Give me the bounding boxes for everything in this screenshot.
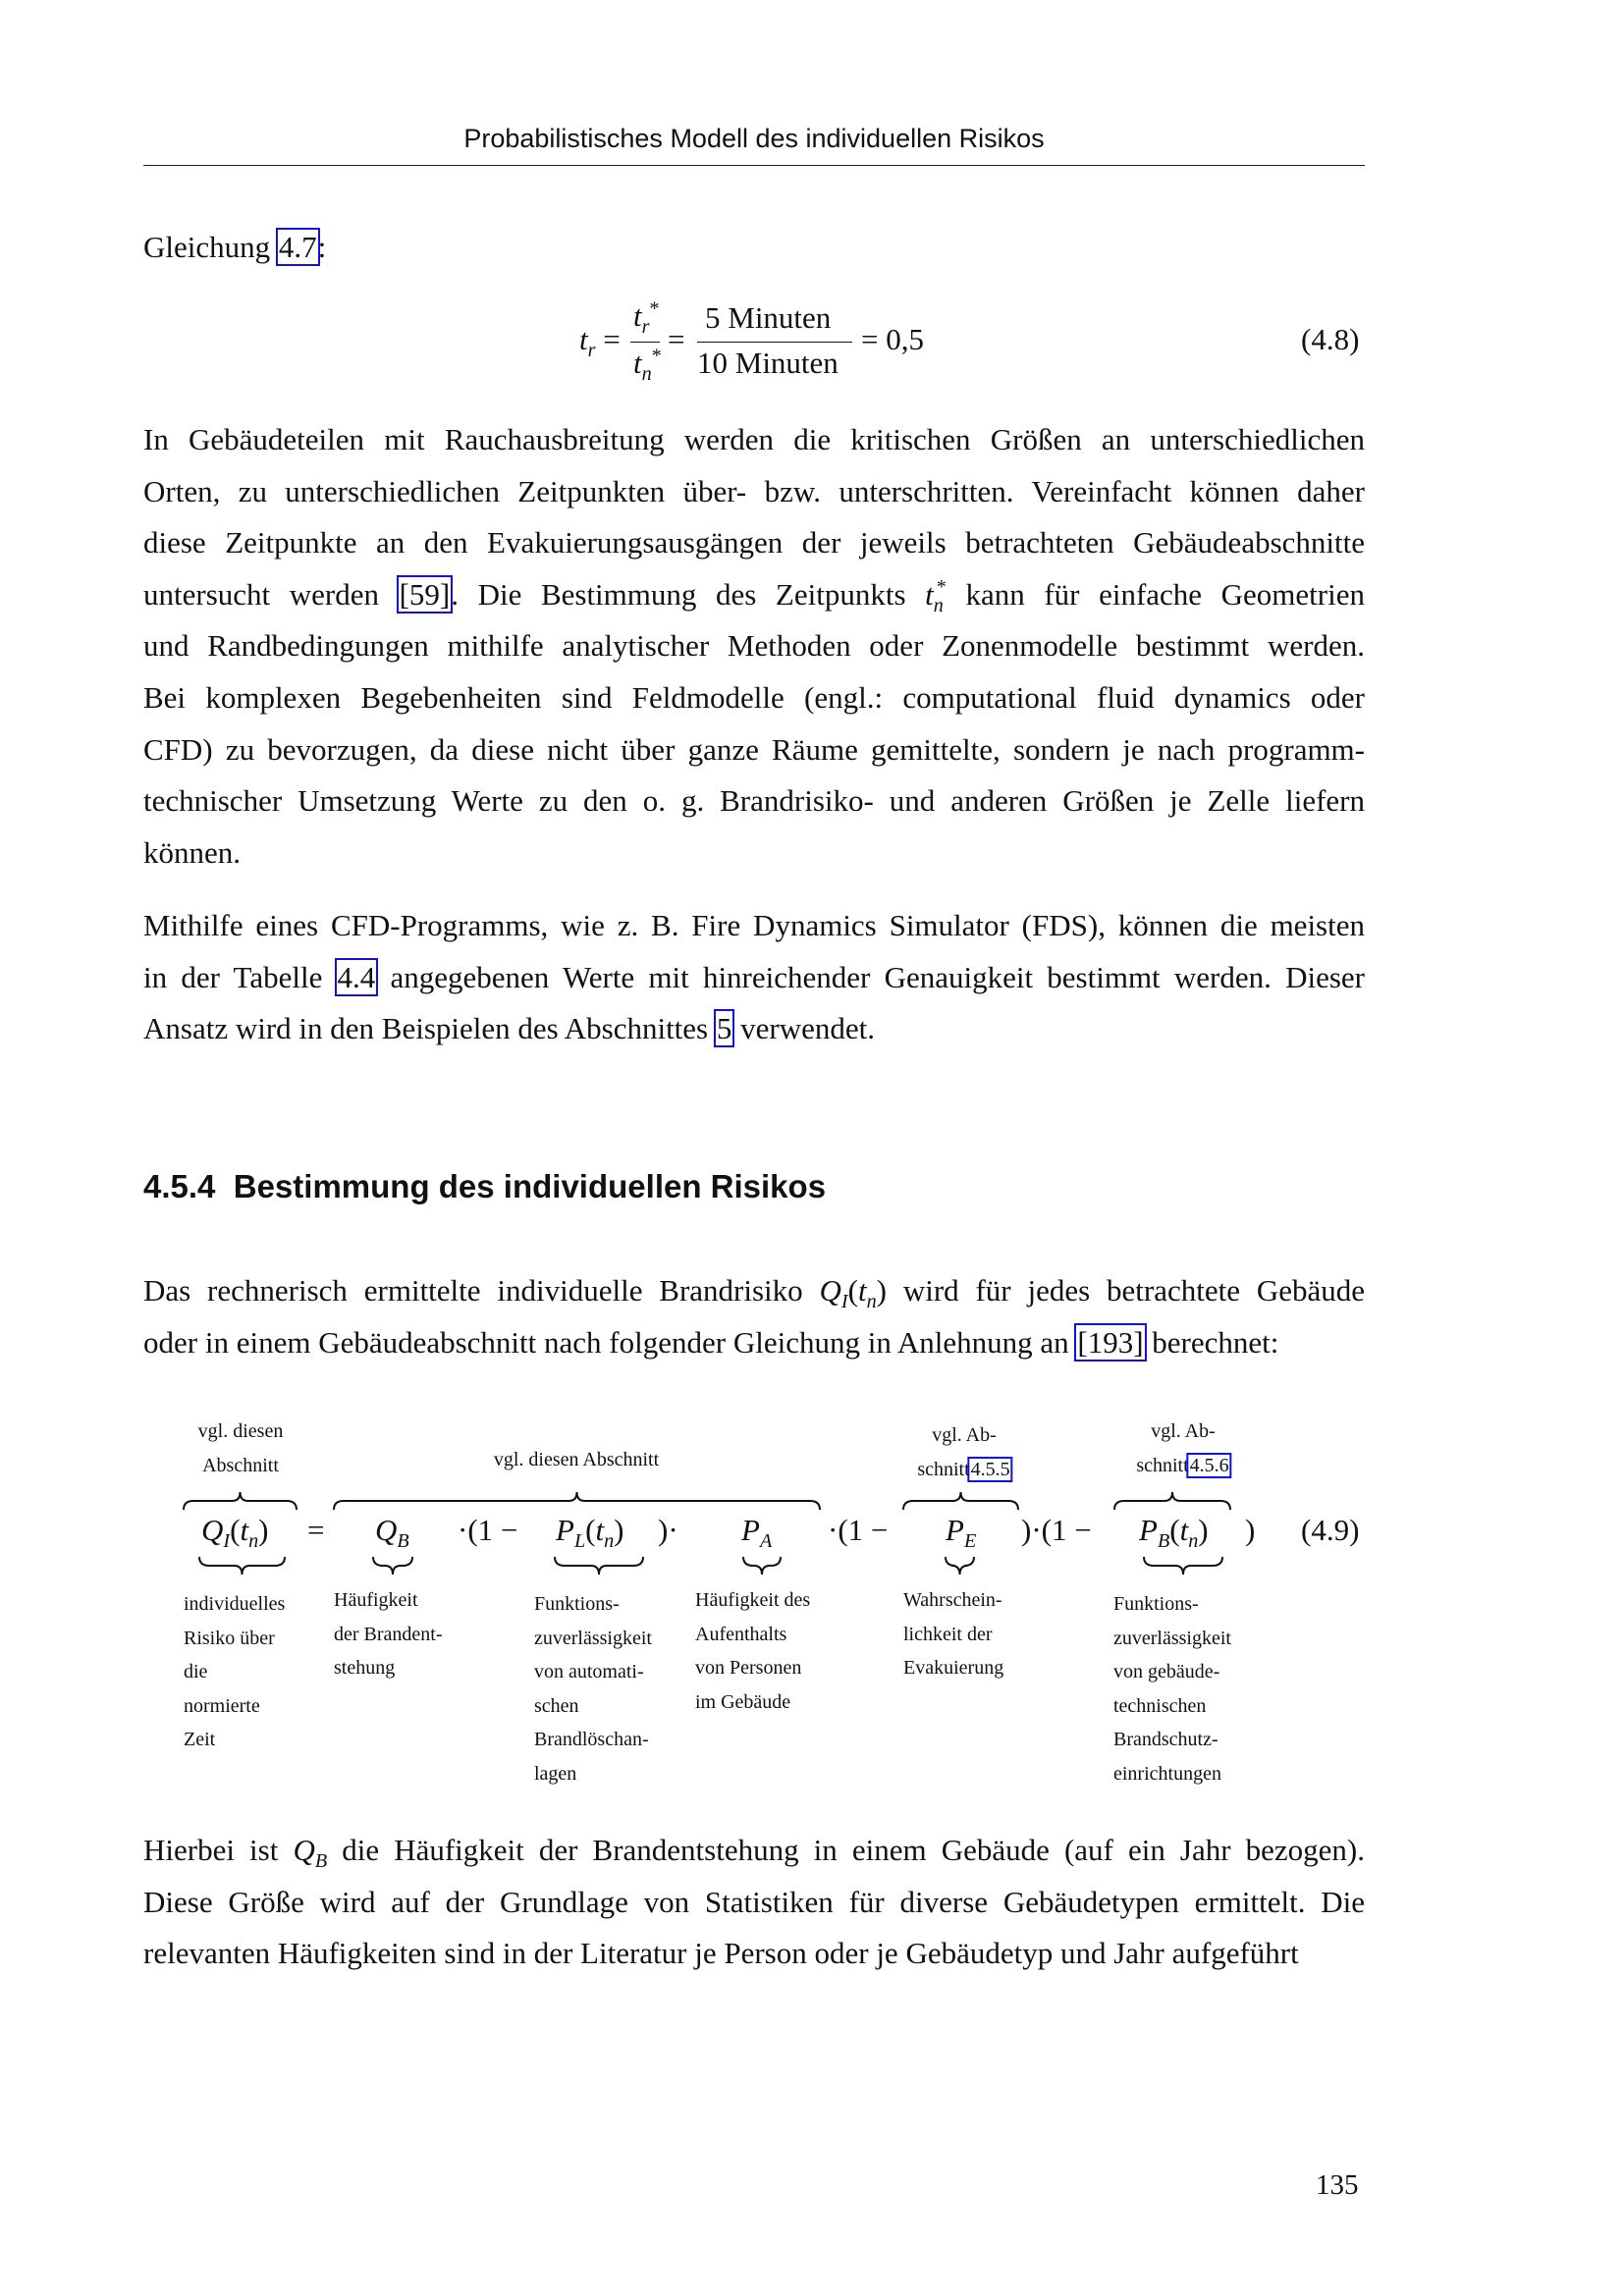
top-label-qi: vgl. diesen Abschnitt bbox=[197, 1420, 284, 1476]
term-description: Funktions- zuverlässigkeit von automati- schen Brandlöschan- lagen bbox=[534, 1593, 652, 1785]
running-header: Probabilistisches Modell des individuellen Risikos bbox=[463, 124, 1045, 153]
reference-link[interactable]: 5 bbox=[716, 1011, 732, 1046]
overbrace-qb-pa bbox=[334, 1492, 820, 1510]
section-ref-link[interactable]: 4.5.5 bbox=[970, 1458, 1010, 1480]
inline-math: $Q_I$ bbox=[819, 1273, 848, 1313]
text-run: Bei komplexen Begebenheiten sind Feldmodelle (engl.: computational fluid dynamics oder bbox=[143, 680, 1365, 715]
text-line bbox=[143, 1883, 1365, 1922]
underbrace-pb bbox=[1144, 1557, 1222, 1575]
inline-math: $t_n$ bbox=[857, 1273, 877, 1313]
text-run: CFD) zu bevorzugen, da diese nicht über ganze Räume gemittelte, sondern je nach programm- bbox=[143, 731, 1365, 767]
text-run: untersucht werden bbox=[143, 576, 399, 612]
operator-3: ·(1 − bbox=[828, 1513, 889, 1547]
text-line bbox=[143, 1831, 1366, 1873]
term-qi: $Q_I(t_n)$ bbox=[201, 1513, 269, 1553]
term-description: Funktions- zuverlässigkeit von gebäude- technischen Brandschutz- einrichtungen bbox=[1113, 1593, 1231, 1785]
overbrace-pe bbox=[903, 1492, 1018, 1510]
eq49-number: (4.9) bbox=[1301, 1513, 1360, 1547]
page-number: 135 bbox=[1316, 2169, 1359, 2201]
text-run: verwendet. bbox=[732, 1011, 875, 1046]
text-run: Hierbei ist bbox=[143, 1833, 294, 1867]
text-run: Ansatz wird in den Beispielen des Abschnittes bbox=[143, 1011, 716, 1046]
text-run: berechnet: bbox=[1144, 1325, 1279, 1360]
term-pb: $P_B(t_n)$ bbox=[1139, 1513, 1209, 1553]
top-label-qb-pa: vgl. diesen Abschnitt bbox=[493, 1449, 660, 1470]
text-run: oder in einem Gebäudeabschnitt nach folgender Gleichung in Anlehnung an bbox=[143, 1325, 1077, 1360]
text-run: In Gebäudeteilen mit Rauchausbreitung werden die kritischen Größen an unterschiedlichen bbox=[143, 422, 1365, 456]
overbrace-qi bbox=[184, 1492, 297, 1510]
section-heading: 4.5.4 Bestimmung des individuellen Risikos bbox=[143, 1168, 827, 1204]
text-run: ( bbox=[847, 1273, 858, 1308]
eq48-den-text: 10 Minuten bbox=[697, 346, 839, 380]
operator-1: ·(1 − bbox=[458, 1513, 518, 1547]
text-run: Orten, zu unterschiedlichen Zeitpunkten über- bzw. unterschritten. Vereinfacht können daher bbox=[143, 473, 1365, 508]
text-run: können. bbox=[143, 834, 242, 870]
text-line bbox=[143, 1934, 1365, 1973]
term-pe: $P_E$ bbox=[946, 1513, 977, 1553]
top-label-pe: vgl. Ab- schnitt4.5.5 bbox=[917, 1424, 1010, 1480]
operator-2: )· bbox=[658, 1513, 678, 1547]
term-description: Häufigkeit der Brandent- stehung bbox=[334, 1589, 443, 1679]
eq48-num-var: $t_r^*$ bbox=[633, 297, 660, 339]
section-ref-link[interactable]: 4.5.6 bbox=[1189, 1454, 1229, 1476]
text-run: Diese Größe wird auf der Grundlage von Statistiken für diverse Gebäudetypen ermittelt. Die bbox=[143, 1884, 1365, 1919]
text-run: kann für einfache Geometrien bbox=[946, 576, 1365, 612]
intro-colon: : bbox=[317, 230, 327, 264]
term-description: Häufigkeit des Aufenthalts von Personen im Gebäude bbox=[695, 1589, 811, 1713]
term-description: individuelles Risiko über die normierte Zeit bbox=[184, 1593, 286, 1750]
text-run: ) wird für jedes betrachtete Gebäude bbox=[876, 1273, 1365, 1308]
text-run: . Die Bestimmung des Zeitpunkts bbox=[451, 576, 926, 612]
top-label-pb: vgl. Ab- schnitt4.5.6 bbox=[1136, 1420, 1229, 1476]
reference-link[interactable]: [193] bbox=[1077, 1325, 1144, 1360]
inline-math: $t_n^*$ bbox=[925, 576, 947, 616]
eq48-num-text: 5 Minuten bbox=[705, 300, 832, 335]
term-qb: $Q_B$ bbox=[375, 1513, 409, 1553]
eq48-eq2: = bbox=[668, 322, 685, 356]
eq48-den-var: $t_n^*$ bbox=[633, 345, 662, 386]
term-pa: $P_A$ bbox=[741, 1513, 773, 1553]
underbrace-pl bbox=[555, 1557, 643, 1575]
term-pl: $P_L(t_n)$ bbox=[556, 1513, 624, 1553]
term-description: Wahrschein- lichkeit der Evakuierung bbox=[903, 1589, 1004, 1679]
text-run: technischer Umsetzung Werte zu den o. g. Brandrisiko- und anderen Größen je Zelle liefern bbox=[143, 783, 1365, 819]
overbrace-pb bbox=[1114, 1492, 1230, 1510]
text-run: Mithilfe eines CFD-Programms, wie z. B. Fire Dynamics Simulator (FDS), können die meisten bbox=[143, 908, 1365, 942]
text-run: Das rechnerisch ermittelte individuelle Brandrisiko bbox=[143, 1273, 820, 1308]
text-run: in der Tabelle bbox=[143, 959, 337, 994]
underbrace-pe bbox=[946, 1557, 974, 1575]
reference-link[interactable]: [59] bbox=[399, 576, 451, 612]
underbrace-qb bbox=[373, 1557, 412, 1575]
text-run: angegebenen Werte mit hinreichender Genauigkeit bestimmt werden. Dieser bbox=[376, 959, 1365, 994]
inline-math: $Q_B$ bbox=[293, 1833, 328, 1873]
underbrace-qi bbox=[199, 1557, 285, 1575]
text-run: relevanten Häufigkeiten sind in der Literatur je Person oder je Gebäudetyp und Jahr aufgeführt bbox=[143, 1936, 1299, 1971]
eq48-lhs: $t_r$ = bbox=[579, 322, 621, 362]
text-run: diese Zeitpunkte an den Evakuierungsausgängen der jeweils betrachteten Gebäudeabschnitte bbox=[143, 525, 1365, 561]
text-run: die Häufigkeit der Brandentstehung in einem Gebäude (auf ein Jahr bezogen). bbox=[327, 1833, 1366, 1867]
intro-text: Gleichung bbox=[143, 230, 271, 264]
operator-5: ) bbox=[1245, 1513, 1256, 1547]
equation-ref-link[interactable]: 4.7 bbox=[278, 230, 317, 264]
operator-4: )·(1 − bbox=[1021, 1513, 1092, 1547]
eq49-equals: = bbox=[307, 1513, 325, 1547]
eq48-result: = 0,5 bbox=[861, 322, 924, 356]
text-run: und Randbedingungen mithilfe analytischer Methoden oder Zonenmodelle bestimmt werden. bbox=[143, 628, 1365, 664]
reference-link[interactable]: 4.4 bbox=[337, 959, 376, 994]
eq48-number: (4.8) bbox=[1301, 322, 1360, 356]
underbrace-pa bbox=[743, 1557, 781, 1575]
